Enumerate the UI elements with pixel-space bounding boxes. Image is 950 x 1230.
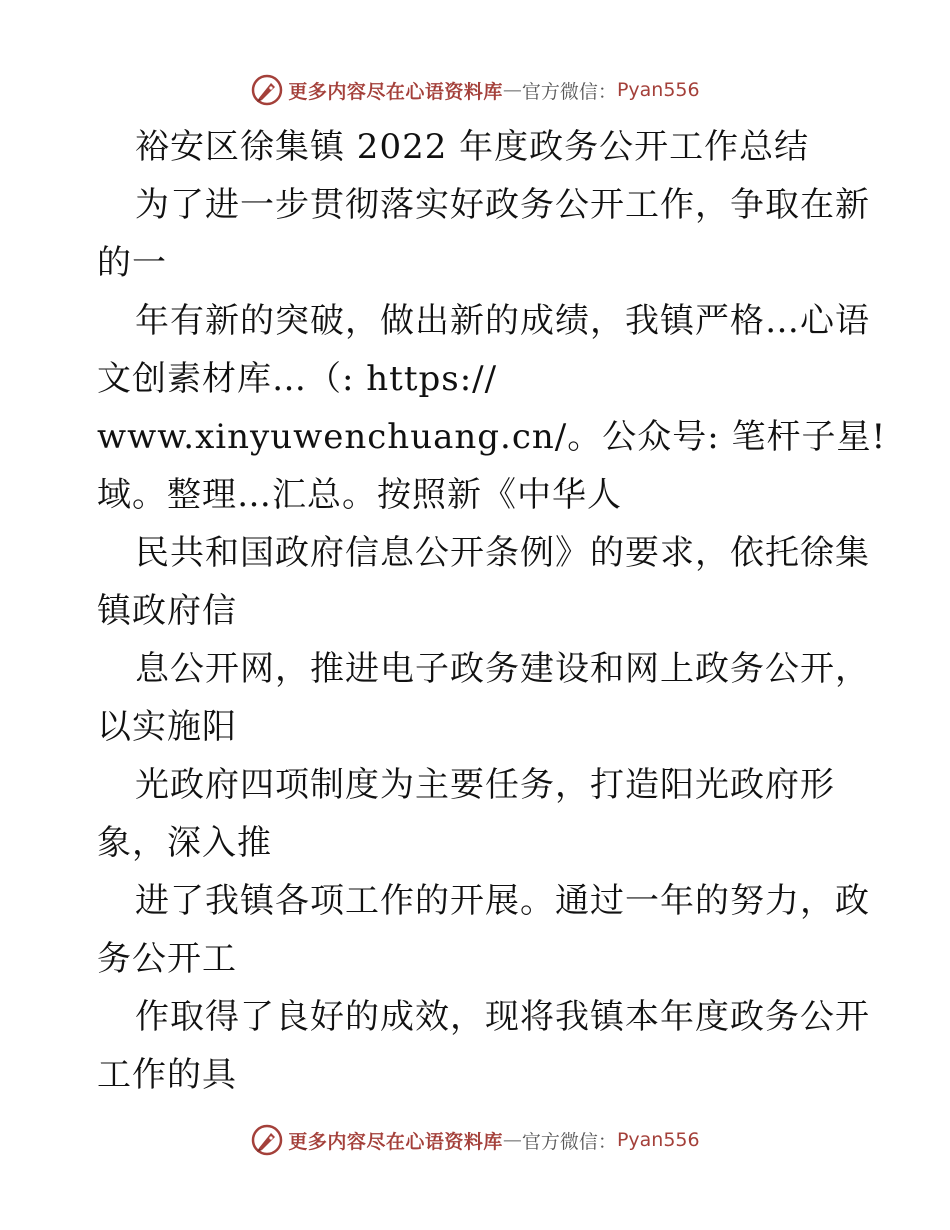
document-title: 裕安区徐集镇 2022 年度政务公开工作总结 [135,127,810,167]
pen-nib-logo-icon [250,1123,284,1157]
paragraph-line: 进了我镇各项工作的开展。通过一年的努力，政 [135,881,870,921]
banner-wechat-id: Pyan556 [616,79,700,101]
pen-nib-logo-icon [250,73,284,107]
paragraph-line: 镇政府信 [97,591,237,631]
paragraph-line: 文创素材库…（: https:// [97,359,498,399]
header-watermark-banner [0,70,950,110]
banner-brand-text: 更多内容尽在心语资料库 [288,1130,503,1153]
paragraph-line: 务公开工 [97,939,237,979]
banner-dash: — [502,79,522,101]
paragraph-line: 息公开网，推进电子政务建设和网上政务公开， [135,649,870,689]
paragraph-line: 的一 [97,243,167,283]
banner-dash: — [502,1129,522,1151]
footer-watermark-banner [0,1120,950,1160]
paragraph-line: 为了进一步贯彻落实好政务公开工作，争取在新 [135,185,870,225]
paragraph-line: 以实施阳 [97,707,237,747]
paragraph-line: 工作的具 [97,1055,237,1095]
paragraph-line: 光政府四项制度为主要任务，打造阳光政府形 [135,765,835,805]
paragraph-line: 域。整理…汇总。按照新《中华人 [97,475,622,515]
paragraph-line: www.xinyuwenchuang.cn/。公众号: 笔杆子星! [97,417,887,457]
paragraph-line: 作取得了良好的成效，现将我镇本年度政务公开 [135,997,870,1037]
banner-wechat-label: 官方微信： [521,80,617,103]
paragraph-line: 年有新的突破，做出新的成绩，我镇严格…心语 [135,301,870,341]
paragraph-line: 象，深入推 [97,823,272,863]
banner-wechat-label: 官方微信： [521,1130,617,1153]
banner-wechat-id: Pyan556 [616,1129,700,1151]
banner-brand-text: 更多内容尽在心语资料库 [288,80,503,103]
document-body [97,118,887,1104]
paragraph-line: 民共和国政府信息公开条例》的要求，依托徐集 [135,533,870,573]
